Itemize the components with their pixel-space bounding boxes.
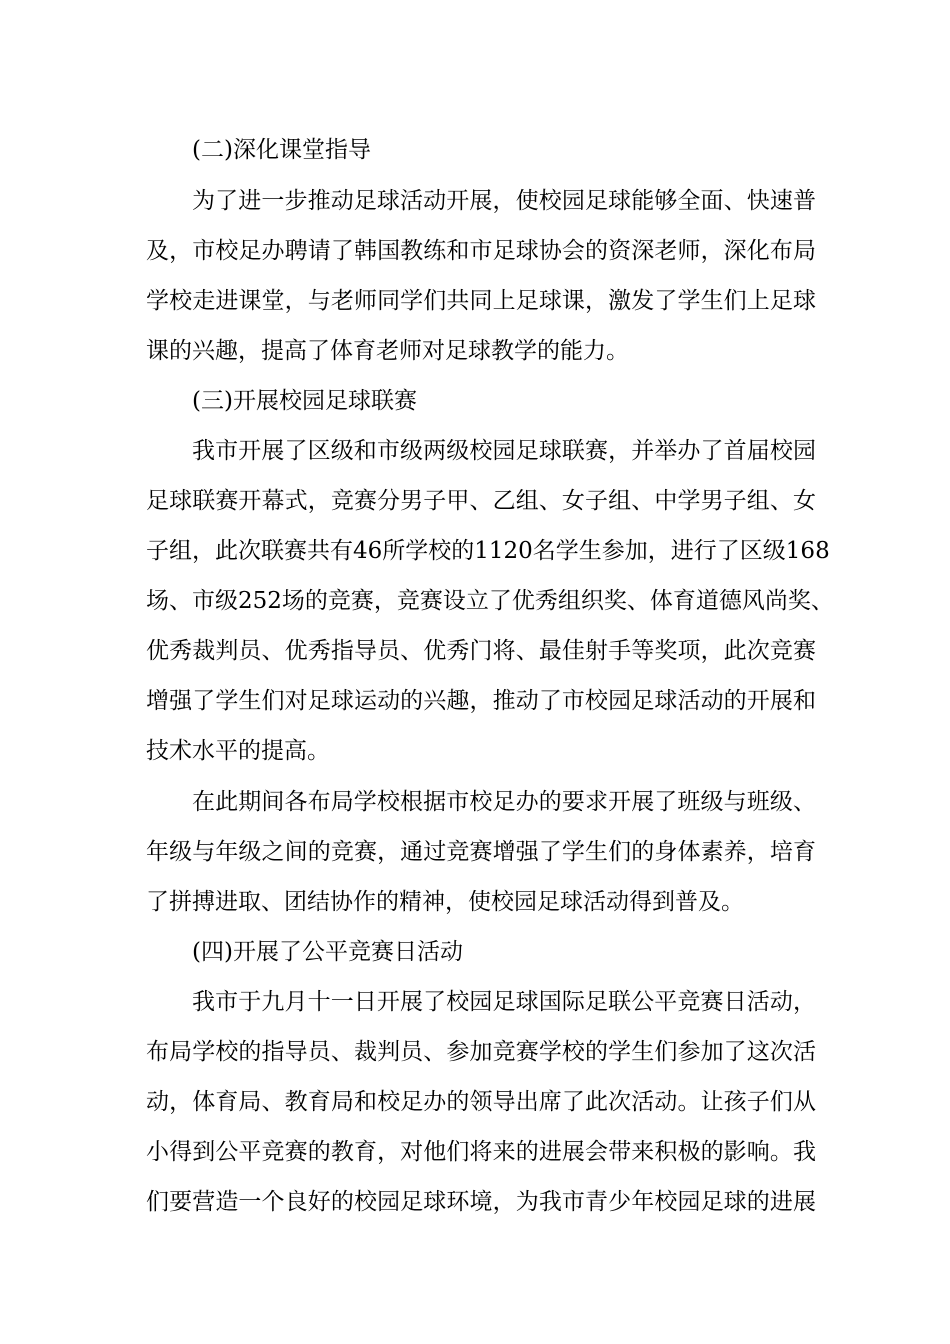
paragraph-line: 我市于九月十一日开展了校园足球国际足联公平竞赛日活动，	[192, 989, 816, 1015]
heading-campus-league: (三)开展校园足球联赛	[192, 388, 417, 414]
paragraph-line: 及，市校足办聘请了韩国教练和市足球协会的资深老师，深化布局	[146, 238, 816, 264]
heading-deepen-classroom: (二)深化课堂指导	[192, 137, 371, 163]
paragraph-line: 动，体育局、教育局和校足办的领导出席了此次活动。让孩子们从	[146, 1089, 816, 1115]
paragraph-line: 学校走进课堂，与老师同学们共同上足球课，激发了学生们上足球	[146, 288, 816, 314]
paragraph-line: 在此期间各布局学校根据市校足办的要求开展了班级与班级、	[192, 789, 816, 815]
paragraph-line: 为了进一步推动足球活动开展，使校园足球能够全面、快速普	[192, 188, 816, 214]
paragraph-line: 了拼搏进取、团结协作的精神，使校园足球活动得到普及。	[146, 889, 744, 915]
paragraph-line: 技术水平的提高。	[146, 738, 330, 764]
paragraph-line: 们要营造一个良好的校园足球环境，为我市青少年校园足球的进展	[146, 1189, 816, 1215]
paragraph-line: 年级与年级之间的竞赛，通过竞赛增强了学生们的身体素养，培育	[146, 839, 816, 865]
paragraph-line: 课的兴趣，提高了体育老师对足球教学的能力。	[146, 338, 629, 364]
paragraph-line: 优秀裁判员、优秀指导员、优秀门将、最佳射手等奖项，此次竞赛	[146, 638, 816, 664]
paragraph-line: 布局学校的指导员、裁判员、参加竞赛学校的学生们参加了这次活	[146, 1039, 816, 1065]
paragraph-line: 小得到公平竞赛的教育，对他们将来的进展会带来积极的影响。我	[146, 1139, 816, 1165]
paragraph-line: 增强了学生们对足球运动的兴趣，推动了市校园足球活动的开展和	[146, 688, 816, 714]
paragraph-line: 场、市级252场的竞赛，竞赛设立了优秀组织奖、体育道德风尚奖、	[146, 588, 834, 614]
heading-fair-play-day: (四)开展了公平竞赛日活动	[192, 939, 463, 965]
paragraph-line: 我市开展了区级和市级两级校园足球联赛，并举办了首届校园	[192, 438, 816, 464]
paragraph-line: 足球联赛开幕式，竞赛分男子甲、乙组、女子组、中学男子组、女	[146, 488, 816, 514]
paragraph-line: 子组，此次联赛共有46所学校的1120名学生参加，进行了区级168	[146, 538, 830, 564]
